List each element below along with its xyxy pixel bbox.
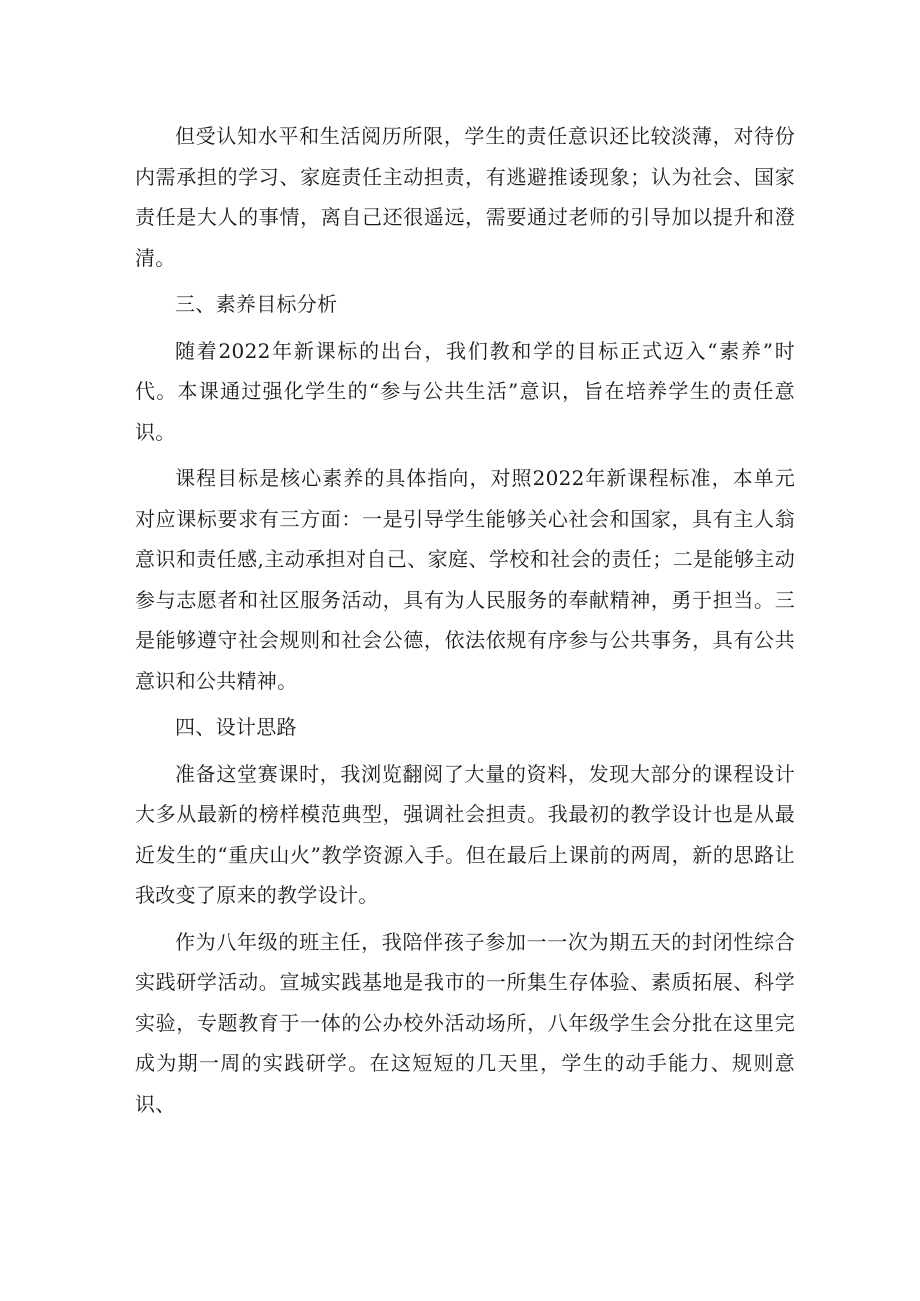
paragraph-practice-study: 作为八年级的班主任，我陪伴孩子参加一一次为期五天的封闭性综合实践研学活动。宣城实践基地是我市的一所集生存体验、素质拓展、科学实验，专题教育于一体的公办校外活动场所，八年级学生会分批在这里完成为期一周的实践研学。在这短短的几天里，学生的动手能力、规则意识、 [135, 929, 795, 1116]
document-body [135, 116, 795, 1130]
paragraph-preparation: 准备这堂赛课时，我浏览翻阅了大量的资料，发现大部分的课程设计大多从最新的榜样模范典型，强调社会担责。我最初的教学设计也是从最近发生的“重庆山火”教学资源入手。但在最后上课前的两周，新的思路让我改变了原来的教学设计。 [135, 761, 795, 907]
section-heading-design-ideas: 四、设计思路 [175, 715, 297, 739]
section-heading-literacy-goals: 三、素养目标分析 [175, 292, 338, 316]
paragraph-course-goals: 课程目标是核心素养的具体指向，对照2022年新课程标准，本单元对应课标要求有三方面：一是引导学生能够关心社会和国家，具有主人翁意识和责任感,主动承担对自己、家庭、学校和社会的责任；二是能够主动参与志愿者和社区服务活动，具有为人民服务的奉献精神，勇于担当。三是能够遵守社会规则和社会公德，依法依规有序参与公共事务，具有公共意识和公共精神。 [135, 466, 795, 693]
paragraph-new-curriculum: 随着2022年新课标的出台，我们教和学的目标正式迈入“素养”时代。本课通过强化学生的“参与公共生活”意识，旨在培养学生的责任意识。 [135, 338, 795, 444]
paragraph-student-awareness: 但受认知水平和生活阅历所限，学生的责任意识还比较淡薄，对待份内需承担的学习、家庭责任主动担责，有逃避推诿现象；认为社会、国家责任是大人的事情，离自己还很遥远，需要通过老师的引导加以提升和澄清。 [135, 124, 795, 270]
